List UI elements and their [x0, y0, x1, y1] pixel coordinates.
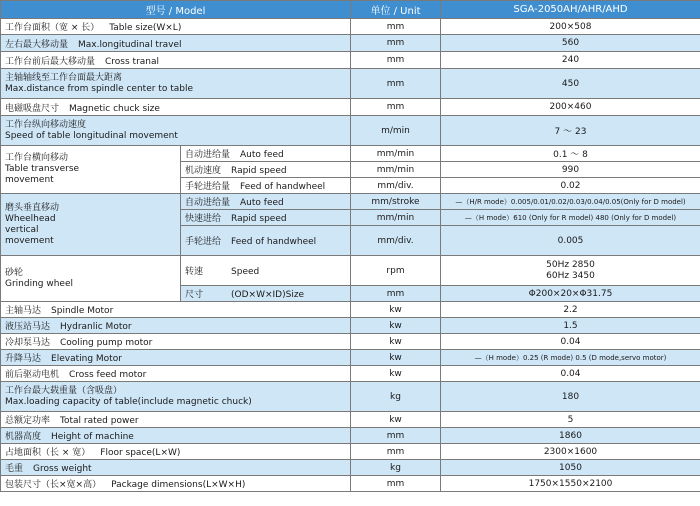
- item-cn: 占地面积（长 × 宽）: [5, 448, 91, 458]
- item-unit: m/min: [351, 116, 441, 146]
- item-en: Height of machine: [51, 432, 134, 442]
- group-en: Grinding wheel: [5, 278, 74, 289]
- item-value: 180: [441, 382, 700, 412]
- sub-en: Auto feed: [240, 150, 284, 160]
- item-cn: 工作台前后最大移动量: [5, 56, 96, 67]
- table-row: [1, 194, 700, 210]
- item-unit: mm: [351, 19, 441, 35]
- item-unit: mm: [351, 69, 441, 99]
- item-unit: mm: [351, 99, 441, 116]
- item-unit: kw: [351, 318, 441, 334]
- sub-cn: 手轮进给量: [185, 182, 231, 192]
- table-row: [1, 302, 700, 318]
- table-row: [1, 19, 700, 35]
- item-unit: mm/div.: [351, 226, 441, 256]
- table-row: [1, 350, 700, 366]
- item-cn: 液压站马达: [5, 322, 51, 332]
- item-value: 60Hz 3450: [546, 270, 595, 281]
- item-value: 1.5: [441, 318, 700, 334]
- item-cn: 电磁吸盘尺寸: [5, 103, 60, 114]
- item-value: 5: [441, 412, 700, 428]
- item-unit: mm/div.: [351, 178, 441, 194]
- item-cn: 冷却泵马达: [5, 338, 51, 348]
- item-cn: 工作台最大载重量（含吸盘）: [5, 385, 123, 396]
- item-en: Cross tranal: [105, 56, 160, 67]
- item-unit: mm/min: [351, 210, 441, 226]
- item-cn: 工作台面积（宽 × 长）: [5, 23, 100, 33]
- item-cn: 工作台纵向移动速度: [5, 119, 87, 130]
- sub-en: Auto feed: [240, 198, 284, 208]
- item-unit: kw: [351, 302, 441, 318]
- sub-en: Feed of handwheel: [240, 182, 326, 192]
- item-value: —（H/R mode）0.005/0.01/0.02/0.03/0.04/0.05(Only for D model): [441, 194, 700, 210]
- item-en: Table size(W×L): [109, 23, 182, 33]
- sub-en: (OD×W×ID)Size: [231, 290, 305, 300]
- item-value: 7 ～ 23: [441, 116, 700, 146]
- item-cn: 毛重: [5, 464, 24, 474]
- header-value: SGA-2050AH/AHR/AHD: [441, 1, 700, 19]
- item-en: Max.distance from spindle center to table: [5, 83, 193, 94]
- item-cn: 包装尺寸（长×宽×高）: [5, 480, 102, 490]
- sub-en: Speed: [231, 267, 260, 277]
- item-unit: mm: [351, 476, 441, 492]
- header-row: [1, 1, 700, 19]
- item-en: Max.longitudinal travel: [78, 39, 182, 50]
- item-unit: mm: [351, 428, 441, 444]
- table-row: [1, 366, 700, 382]
- group-en: Wheelhead: [5, 213, 56, 224]
- item-en: Hydranlic Motor: [60, 322, 132, 332]
- group-en: movement: [5, 175, 54, 185]
- table-row: [1, 69, 700, 99]
- item-en: Total rated power: [60, 416, 139, 426]
- item-en: Magnetic chuck size: [69, 103, 160, 114]
- item-unit: mm/min: [351, 146, 441, 162]
- item-value: 560: [441, 35, 700, 52]
- sub-cn: 手轮进给: [185, 237, 222, 247]
- item-value: —（H mode）610 (Only for R model) 480 (Only for D model): [441, 210, 700, 226]
- item-unit: kw: [351, 412, 441, 428]
- sub-cn: 机动速度: [185, 166, 222, 176]
- item-unit: kg: [351, 460, 441, 476]
- item-unit: kw: [351, 334, 441, 350]
- item-value: 50Hz 2850: [546, 259, 595, 270]
- item-value: 0.1 ～ 8: [441, 146, 700, 162]
- table-row: [1, 256, 700, 286]
- table-row: [1, 52, 700, 69]
- item-unit: mm: [351, 52, 441, 69]
- item-unit: mm: [351, 35, 441, 52]
- item-en: Speed of table longitudinal movement: [5, 130, 178, 141]
- item-value: 240: [441, 52, 700, 69]
- sub-cn: 自动进给量: [185, 150, 231, 160]
- table-row: [1, 382, 700, 412]
- item-value: —（H mode）0.25 (R mode) 0.5 (D mode,servo motor): [441, 350, 700, 366]
- sub-cn: 自动进给量: [185, 198, 231, 208]
- item-value: 2.2: [441, 302, 700, 318]
- item-value: 0.005: [441, 226, 700, 256]
- item-en: Cross feed motor: [69, 370, 147, 380]
- item-en: Max.loading capacity of table(include magnetic chuck): [5, 396, 252, 407]
- item-en: Package dimensions(L×W×H): [111, 480, 246, 490]
- group-en: movement: [5, 235, 54, 246]
- table-row: [1, 116, 700, 146]
- item-cn: 机器高度: [5, 432, 42, 442]
- item-unit: rpm: [351, 256, 441, 286]
- sub-en: Rapid speed: [231, 214, 287, 224]
- item-value: 0.04: [441, 366, 700, 382]
- item-en: Floor space(L×W): [100, 448, 181, 458]
- item-value: 0.04: [441, 334, 700, 350]
- group-en: vertical: [5, 224, 39, 235]
- group-cn: 工作台横向移动: [5, 153, 69, 163]
- item-cn: 升降马达: [5, 354, 42, 364]
- item-unit: kg: [351, 382, 441, 412]
- sub-cn: 转速: [185, 267, 204, 277]
- group-en: Table transverse: [5, 164, 80, 174]
- table-row: [1, 146, 700, 162]
- item-cn: 左右最大移动量: [5, 39, 69, 50]
- item-value: 2300×1600: [441, 444, 700, 460]
- header-model: 型号 / Model: [1, 1, 351, 19]
- table-row: [1, 99, 700, 116]
- table-row: [1, 476, 700, 492]
- group-cn: 磨头垂直移动: [5, 202, 60, 213]
- item-value: 1860: [441, 428, 700, 444]
- table-row: [1, 428, 700, 444]
- item-cn: 主轴轴线至工作台面最大距离: [5, 72, 123, 83]
- table-row: [1, 35, 700, 52]
- sub-en: Feed of handwheel: [231, 237, 317, 247]
- item-en: Gross weight: [33, 464, 92, 474]
- item-unit: mm/stroke: [351, 194, 441, 210]
- item-value: 1050: [441, 460, 700, 476]
- item-value: 1750×1550×2100: [441, 476, 700, 492]
- table-row: [1, 444, 700, 460]
- item-en: Spindle Motor: [51, 306, 114, 316]
- item-value: Φ200×20×Φ31.75: [441, 286, 700, 302]
- item-cn: 总额定功率: [5, 416, 51, 426]
- item-en: Cooling pump motor: [60, 338, 153, 348]
- table-row: [1, 460, 700, 476]
- table-row: [1, 318, 700, 334]
- group-cn: 砂轮: [5, 267, 24, 278]
- header-unit: 单位 / Unit: [351, 1, 441, 19]
- sub-cn: 快速进给: [185, 214, 222, 224]
- item-unit: mm/min: [351, 162, 441, 178]
- item-unit: mm: [351, 444, 441, 460]
- item-unit: kw: [351, 350, 441, 366]
- item-unit: kw: [351, 366, 441, 382]
- sub-en: Rapid speed: [231, 166, 287, 176]
- item-en: Elevating Motor: [51, 354, 122, 364]
- item-cn: 前后驱动电机: [5, 370, 60, 380]
- item-value: 450: [441, 69, 700, 99]
- item-value: 990: [441, 162, 700, 178]
- item-value: 0.02: [441, 178, 700, 194]
- item-value: 200×508: [441, 19, 700, 35]
- sub-cn: 尺寸: [185, 290, 204, 300]
- item-unit: mm: [351, 286, 441, 302]
- table-row: [1, 412, 700, 428]
- table-row: [1, 334, 700, 350]
- item-cn: 主轴马达: [5, 306, 42, 316]
- item-value: 200×460: [441, 99, 700, 116]
